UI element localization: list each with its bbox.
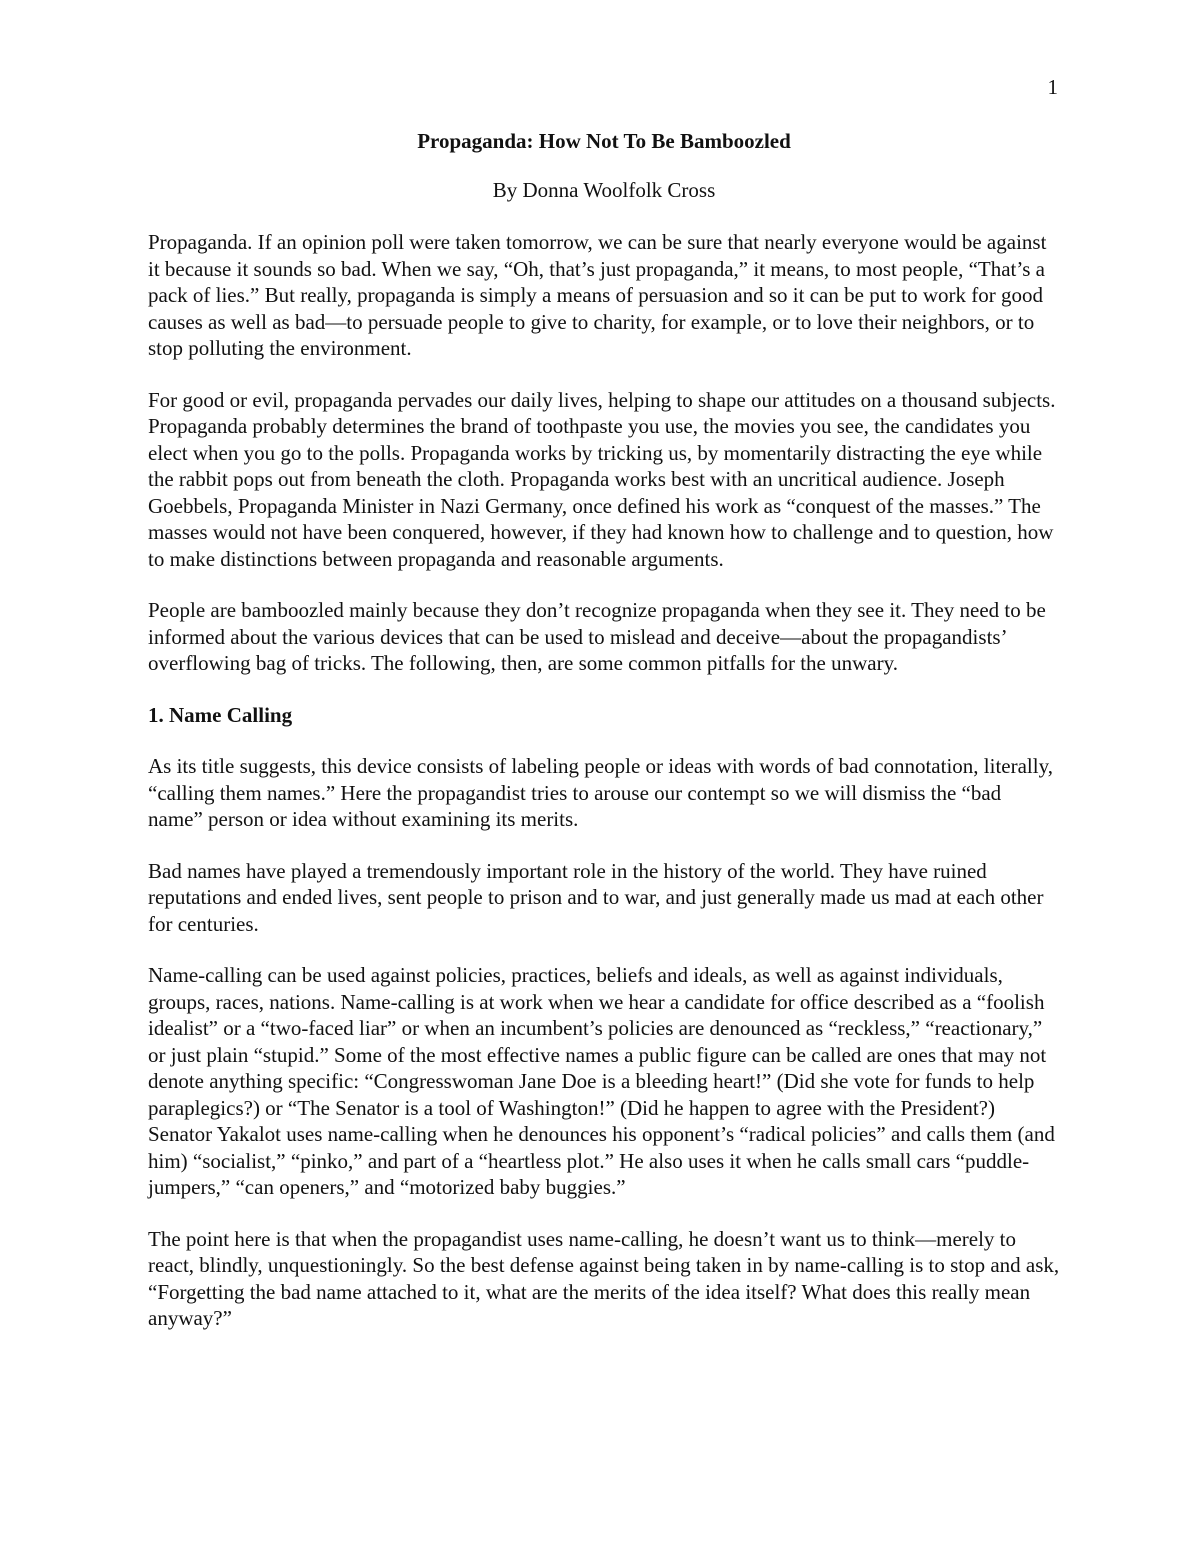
section-paragraph-3: Name-calling can be used against policies, practices, beliefs and ideals, as well as against individuals, groups, races, nations. Name-calling is at work when we hear a candidate for office described as a “foolish idealist” or a “two-faced liar” or when an incumbent’s policies are denounced as “reckless,” “reactionary,” or just plain “stupid.” Some of the most effective names a public figure can be called are ones that may not denote anything specific: “Congresswoman Jane Doe is a bleeding heart!” (Did she vote for funds to help paraplegics?) or “The Senator is a tool of Washington!” (Did he happen to agree with the President?) Senator Yakalot uses name-calling when he denounces his opponent’s “radical policies” and calls them (and him) “socialist,” “pinko,” and part of a “heartless plot.” He also uses it when he calls small cars “puddle-jumpers,” “can openers,” and “motorized baby buggies.” bbox=[148, 963, 1055, 1199]
section-paragraph-2: Bad names have played a tremendously important role in the history of the world. They have ruined reputations and ended lives, sent people to prison and to war, and just generally made us mad at each other for centuries. bbox=[148, 858, 1044, 936]
intro-paragraph-3: People are bamboozled mainly because they don’t recognize propaganda when they see it. They need to be informed about the various devices that can be used to mislead and deceive—about the propagandists’ overflowing bag of tricks. The following, then, are some common pitfalls for the unwary. bbox=[148, 598, 1046, 675]
page-number: 1 bbox=[1047, 75, 1058, 99]
document-byline: By Donna Woolfolk Cross bbox=[492, 177, 716, 202]
section-paragraph-1: As its title suggests, this device consists of labeling people or ideas with words of bad connotation, literally, “calling them names.” Here the propagandist tries to arouse our contempt so we will dismiss the “bad name” person or idea without examining its merits. bbox=[148, 754, 1053, 831]
intro-paragraph-1: Propaganda. If an opinion poll were taken tomorrow, we can be sure that nearly everyone would be against it because it sounds so bad. When we say, “Oh, that’s just propaganda,” it means, to most people, “That’s a pack of lies.” But really, propaganda is simply a means of persuasion and so it can be put to work for good causes as well as bad—to persuade people to give to charity, for example, or to love their neighbors, or to stop polluting the environment. bbox=[148, 230, 1047, 360]
document-body bbox=[148, 128, 1060, 1357]
section-heading-name-calling: 1. Name Calling bbox=[148, 702, 293, 727]
section-paragraph-4: The point here is that when the propagandist uses name-calling, he doesn’t want us to think—merely to react, blindly, unquestioningly. So the best defense against being taken in by name-calling is to stop and ask, “Forgetting the bad name attached to it, what are the merits of the idea itself? What does this really mean anyway?” bbox=[148, 1226, 1060, 1330]
intro-paragraph-2: For good or evil, propaganda pervades our daily lives, helping to shape our attitudes on a thousand subjects. Propaganda probably determines the brand of toothpaste you use, the movies you see, the candidates you elect when you go to the polls. Propaganda works by tricking us, by momentarily distracting the eye while the rabbit pops out from beneath the cloth. Propaganda works best with an uncritical audience. Joseph Goebbels, Propaganda Minister in Nazi Germany, once defined his work as “conquest of the masses.” The masses would not have been conquered, however, if they had known how to challenge and to question, how to make distinctions between propaganda and reasonable arguments. bbox=[148, 387, 1056, 571]
document-title: Propaganda: How Not To Be Bamboozled bbox=[417, 129, 791, 153]
